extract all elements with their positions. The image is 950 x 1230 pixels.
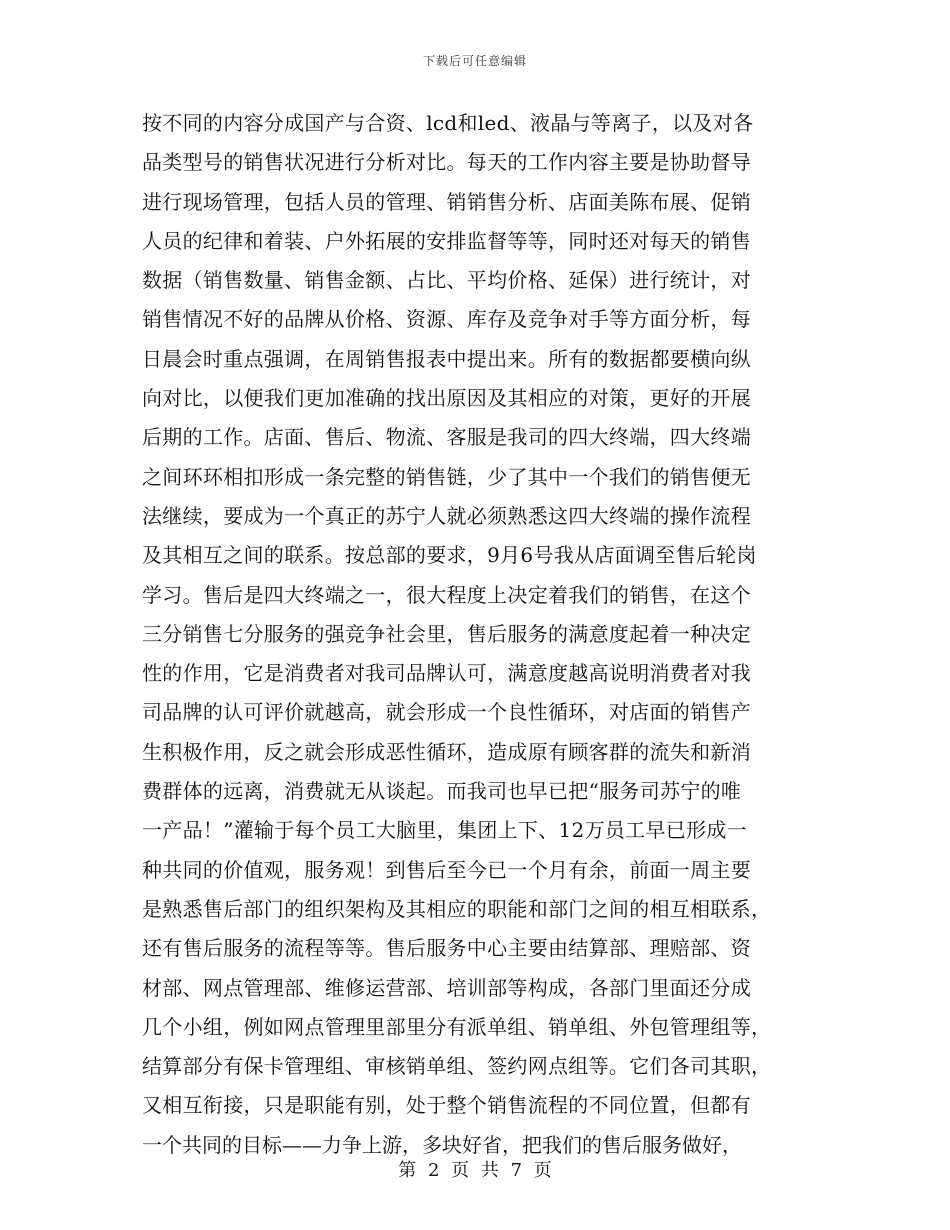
text-line: 司品牌的认可评价就越高，就会形成一个良性循环，对店面的销售产 [142,700,751,725]
text-line: 学习。售后是四大终端之一，很大程度上决定着我们的销售，在这个 [142,582,751,607]
page-header: 下载后可任意编辑 [422,54,527,68]
text-line: 性的作用，它是消费者对我司品牌认可，满意度越高说明消费者对我 [142,661,751,686]
text-line: 结算部分有保卡管理组、审核销单组、签约网点组等。它们各司其职， [142,1054,772,1079]
text-line: 数据（销售数量、销售金额、占比、平均价格、延保）进行统计，对 [142,268,751,293]
document-body [142,104,810,1165]
text-line: 销售情况不好的品牌从价格、资源、库存及竞争对手等方面分析，每 [142,307,751,332]
text-line: 后期的工作。店面、售后、物流、客服是我司的四大终端，四大终端 [142,425,751,450]
text-line: 进行现场管理，包括人员的管理、销销售分析、店面美陈布展、促销 [142,189,751,214]
text-line: 品类型号的销售状况进行分析对比。每天的工作内容主要是协助督导 [142,150,751,175]
text-line: 向对比，以便我们更加准确的找出原因及其相应的对策，更好的开展 [142,386,751,411]
text-line: 之间环环相扣形成一条完整的销售链，少了其中一个我们的销售便无 [142,464,751,489]
text-line: 法继续，要成为一个真正的苏宁人就必须熟悉这四大终端的操作流程 [142,503,751,528]
text-line: 还有售后服务的流程等等。售后服务中心主要由结算部、理赔部、资 [142,936,751,961]
text-line: 是熟悉售后部门的组织架构及其相应的职能和部门之间的相互相联系， [142,896,772,921]
text-line: 几个小组，例如网点管理里部里分有派单组、销单组、外包管理组等， [142,1014,772,1039]
text-line: 人员的纪律和着装、户外拓展的安排监督等等，同时还对每天的销售 [142,228,751,253]
text-line: 又相互衔接，只是职能有别，处于整个销售流程的不同位置，但都有 [142,1093,751,1118]
text-line: 种共同的价值观，服务观！到售后至今已一个月有余，前面一周主要 [142,857,751,882]
text-line: 日晨会时重点强调，在周销售报表中提出来。所有的数据都要横向纵 [142,346,751,371]
text-line: 一个共同的目标——力争上游，多块好省，把我们的售后服务做好， [142,1132,742,1157]
text-line: 生积极作用，反之就会形成恶性循环，造成原有顾客群的流失和新消 [142,739,751,764]
text-line: 材部、网点管理部、维修运营部、培训部等构成，各部门里面还分成 [142,975,751,1000]
text-line: 及其相互之间的联系。按总部的要求，9月6号我从店面调至售后轮岗 [142,543,757,568]
text-line: 一产品！”灌输于每个员工大脑里，集团上下、12万员工早已形成一 [142,818,747,843]
text-line: 费群体的远离，消费就无从谈起。而我司也早已把“服务司苏宁的唯 [142,779,742,804]
text-line: 按不同的内容分成国产与合资、lcd和led、液晶与等离子，以及对各 [142,111,754,135]
text-line: 三分销售七分服务的强竞争社会里，售后服务的满意度起着一种决定 [142,621,751,646]
page-number-footer: 第 2 页 共 7 页 [398,1160,552,1181]
